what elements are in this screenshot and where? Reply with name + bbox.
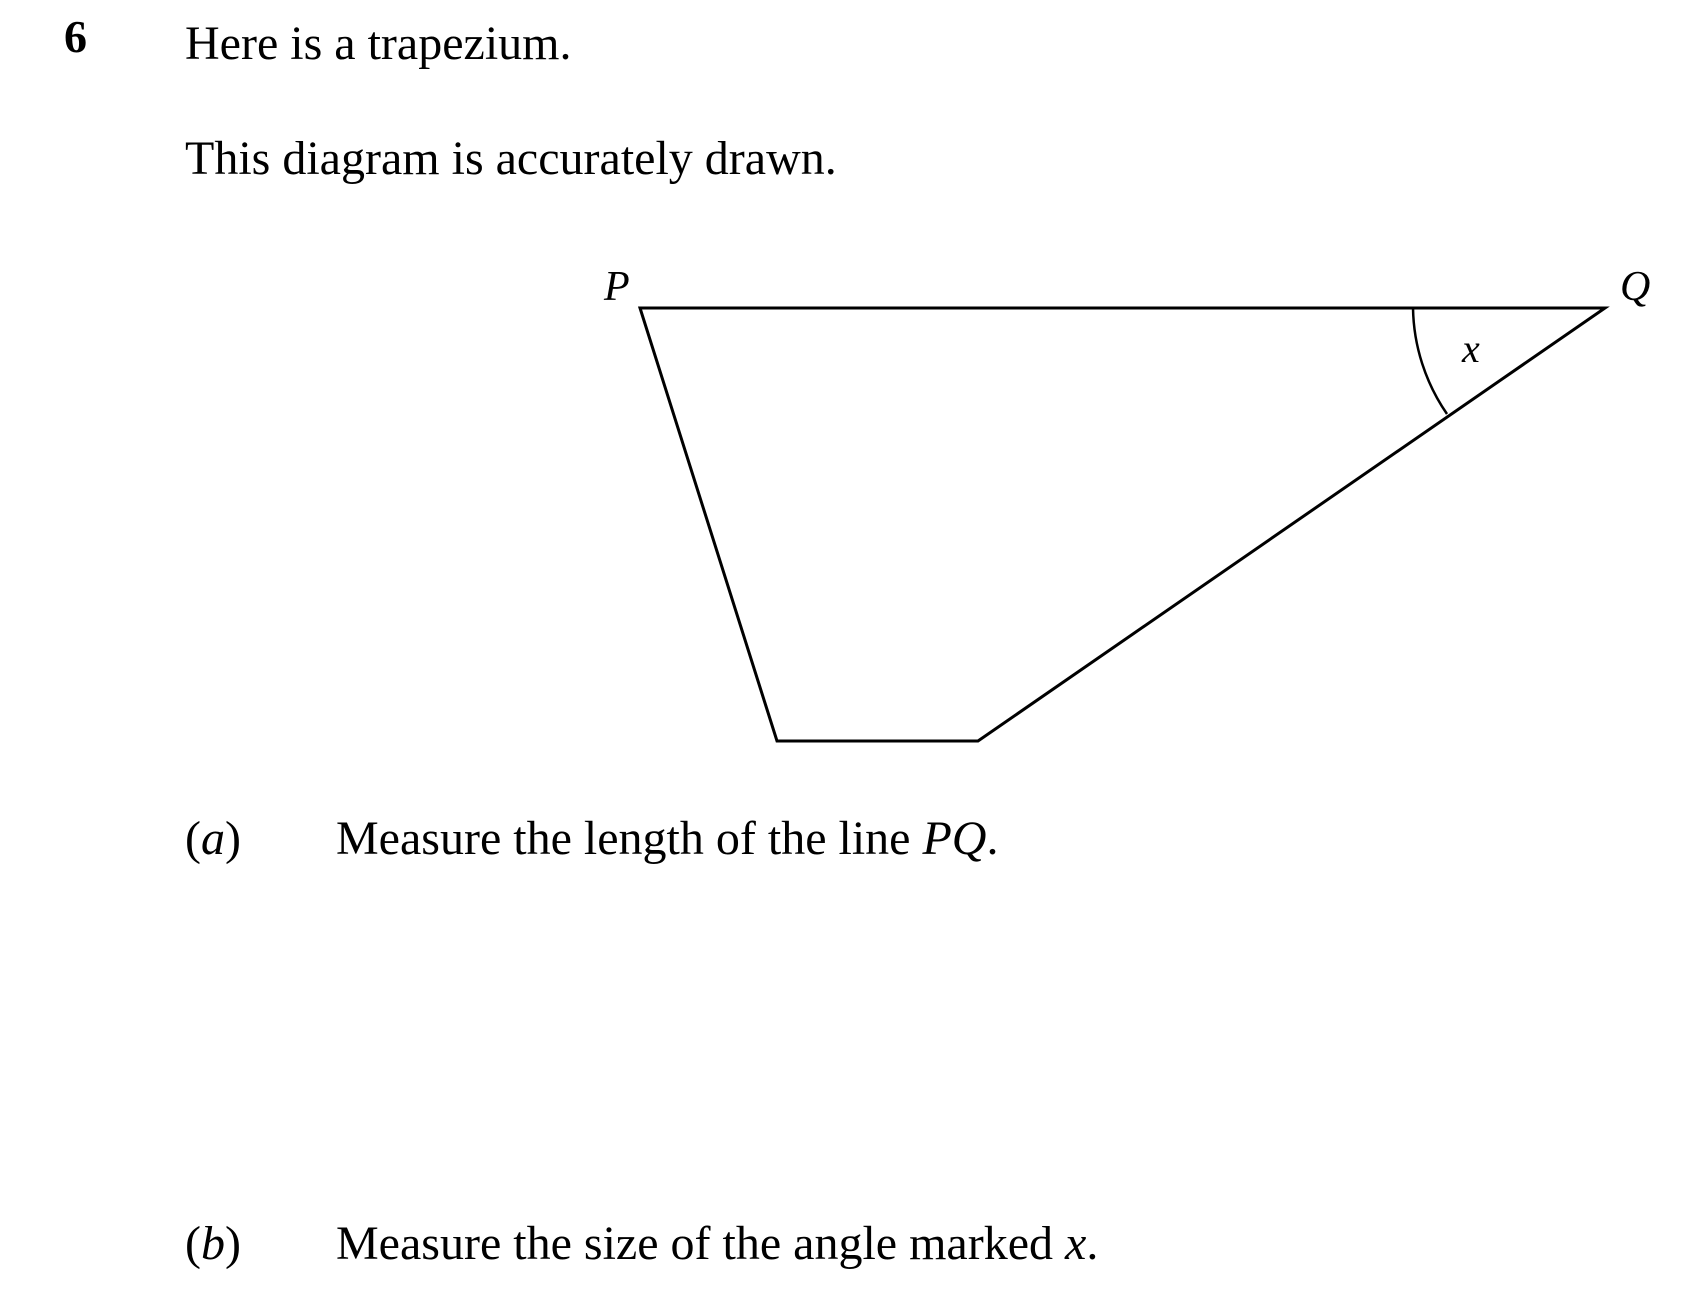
part-a-question: Measure the length of the line PQ. <box>336 812 999 865</box>
part-a-label: (a) <box>185 812 241 865</box>
vertex-label-q: Q <box>1620 264 1651 310</box>
part-b-question: Measure the size of the angle marked x. <box>336 1217 1099 1270</box>
diagram-accuracy-note: This diagram is accurately drawn. <box>185 132 837 185</box>
angle-arc <box>1413 308 1447 414</box>
question-number: 6 <box>64 11 87 62</box>
trapezium-shape <box>640 308 1605 741</box>
vertex-label-p: P <box>604 264 630 310</box>
part-b-label: (b) <box>185 1217 241 1270</box>
question-intro: Here is a trapezium. <box>185 17 572 70</box>
angle-label-x: x <box>1462 326 1480 371</box>
